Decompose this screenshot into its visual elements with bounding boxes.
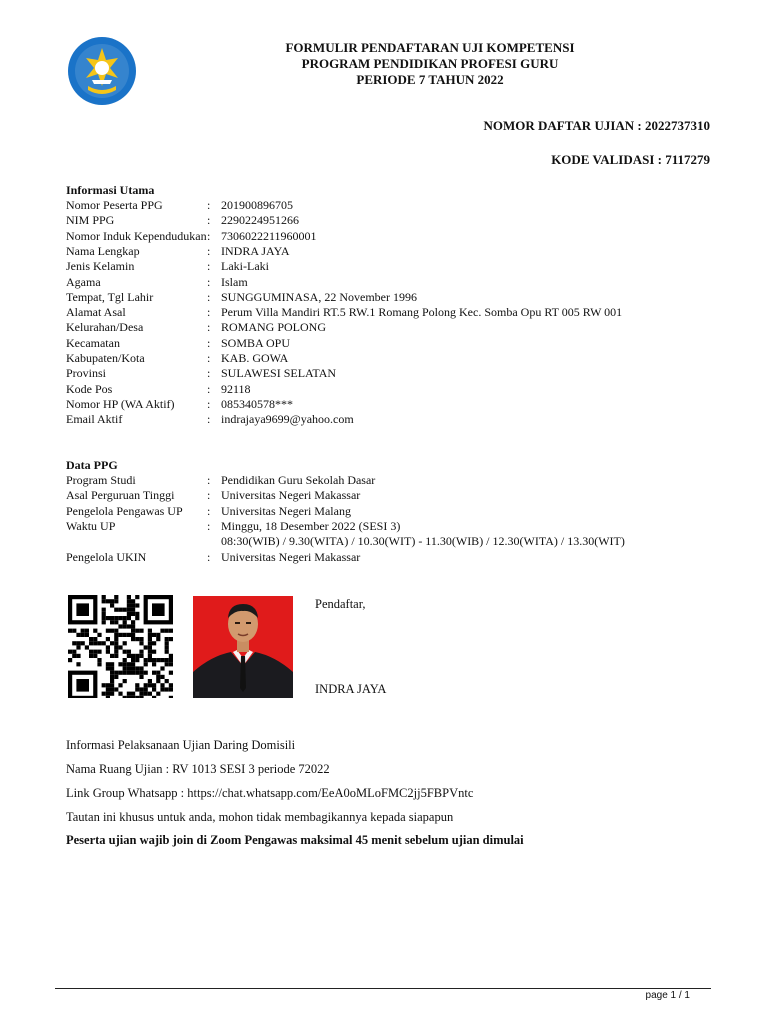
- participant-photo: [193, 596, 293, 698]
- main-info-title: Informasi Utama: [66, 183, 155, 197]
- field-separator: :: [207, 320, 211, 335]
- field-separator: :: [207, 412, 211, 427]
- field-label: Waktu UP: [66, 518, 116, 533]
- field-label: Nama Lengkap: [66, 243, 140, 258]
- signature-label: Pendaftar,: [315, 597, 366, 611]
- field-value: ROMANG POLONG: [221, 320, 327, 335]
- field-value: Universitas Negeri Makassar: [221, 488, 361, 503]
- field-label: Kelurahan/Desa: [66, 320, 144, 335]
- field-value: 085340578***: [221, 396, 293, 411]
- field-value: 92118: [221, 381, 251, 396]
- field-value: Pendidikan Guru Sekolah Dasar: [221, 473, 376, 487]
- page-number: page 1 / 1: [645, 990, 690, 1001]
- field-label: NIM PPG: [66, 213, 115, 228]
- field-value: 7306022211960001: [221, 228, 317, 243]
- field-label: Email Aktif: [66, 412, 123, 427]
- field-separator: :: [207, 396, 211, 411]
- field-value: Minggu, 18 Desember 2022 (SESI 3): [221, 518, 401, 533]
- field-value: 08:30(WIB) / 9.30(WITA) / 10.30(WIT) - 11.30(WIB) / 12.30(WITA) / 13.30(WIT): [221, 534, 625, 549]
- field-separator: :: [207, 549, 211, 564]
- field-value: Islam: [221, 274, 248, 289]
- field-separator: :: [207, 503, 211, 518]
- field-separator: :: [207, 351, 211, 365]
- field-label: Kode Pos: [66, 381, 113, 396]
- field-separator: :: [207, 259, 211, 274]
- field-value: indrajaya9699@yahoo.com: [221, 412, 354, 427]
- field-separator: :: [207, 213, 211, 228]
- field-separator: :: [207, 274, 211, 289]
- field-label: Asal Perguruan Tinggi: [66, 488, 175, 503]
- validation-code: KODE VALIDASI : 7117279: [551, 152, 710, 167]
- signature-name: INDRA JAYA: [315, 682, 387, 696]
- field-label: Pengelola Pengawas UP: [66, 503, 183, 518]
- whatsapp-link[interactable]: Link Group Whatsapp : https://chat.whatsapp.com/EeA0oMLoFMC2jj5FBPVntc: [66, 786, 474, 800]
- field-separator: :: [207, 335, 211, 350]
- field-separator: :: [207, 518, 211, 533]
- field-label: Kabupaten/Kota: [66, 351, 145, 365]
- field-value: Perum Villa Mandiri RT.5 RW.1 Romang Polong Kec. Somba Opu RT 005 RW 001: [221, 305, 623, 320]
- field-separator: :: [207, 289, 211, 304]
- form-title: FORMULIR PENDAFTARAN UJI KOMPETENSI: [285, 40, 575, 55]
- field-label: Nomor HP (WA Aktif): [66, 396, 175, 411]
- field-value: Universitas Negeri Makassar: [221, 549, 361, 564]
- field-separator: :: [207, 305, 211, 320]
- field-value: INDRA JAYA: [221, 243, 290, 258]
- field-label: Provinsi: [66, 366, 107, 381]
- exam-number: NOMOR DAFTAR UJIAN : 2022737310: [483, 118, 710, 133]
- field-value: KAB. GOWA: [221, 351, 289, 365]
- field-label: Tempat, Tgl Lahir: [66, 289, 154, 304]
- field-value: Laki-Laki: [221, 259, 269, 274]
- field-label: Jenis Kelamin: [66, 259, 135, 274]
- field-separator: :: [207, 381, 211, 396]
- field-label: Kecamatan: [66, 335, 120, 350]
- zoom-notice: Peserta ujian wajib join di Zoom Pengawas maksimal 45 menit sebelum ujian dimulai: [66, 833, 524, 847]
- field-separator: :: [207, 488, 211, 503]
- qr-code: [66, 595, 176, 698]
- field-separator: :: [207, 198, 211, 212]
- field-label: Alamat Asal: [66, 305, 126, 320]
- exam-room: Nama Ruang Ujian : RV 1013 SESI 3 periode 72022: [66, 762, 330, 776]
- field-value: Universitas Negeri Malang: [221, 503, 351, 518]
- field-value: SUNGGUMINASA, 22 November 1996: [221, 289, 417, 304]
- field-separator: :: [207, 228, 211, 243]
- exam-info-heading: Informasi Pelaksanaan Ujian Daring Domisili: [66, 738, 296, 752]
- ppg-data-title: Data PPG: [66, 458, 118, 472]
- field-separator: :: [207, 243, 211, 258]
- field-value: 201900896705: [221, 198, 293, 212]
- field-value: 2290224951266: [221, 213, 299, 228]
- field-value: SULAWESI SELATAN: [221, 366, 337, 381]
- period-title: PERIODE 7 TAHUN 2022: [356, 72, 504, 87]
- field-label: Agama: [66, 274, 101, 289]
- footer-divider: [55, 988, 711, 989]
- program-title: PROGRAM PENDIDIKAN PROFESI GURU: [301, 56, 559, 71]
- field-separator: :: [207, 473, 211, 487]
- link-notice: Tautan ini khusus untuk anda, mohon tidak membagikannya kepada siapapun: [66, 810, 454, 824]
- field-value: SOMBA OPU: [221, 335, 291, 350]
- field-label: Program Studi: [66, 473, 136, 487]
- field-label: Nomor Peserta PPG: [66, 198, 163, 212]
- field-separator: :: [207, 366, 211, 381]
- field-label: Nomor Induk Kependudukan: [66, 228, 207, 243]
- field-label: Pengelola UKIN: [66, 549, 147, 564]
- tut-wuri-handayani-logo: [66, 36, 138, 106]
